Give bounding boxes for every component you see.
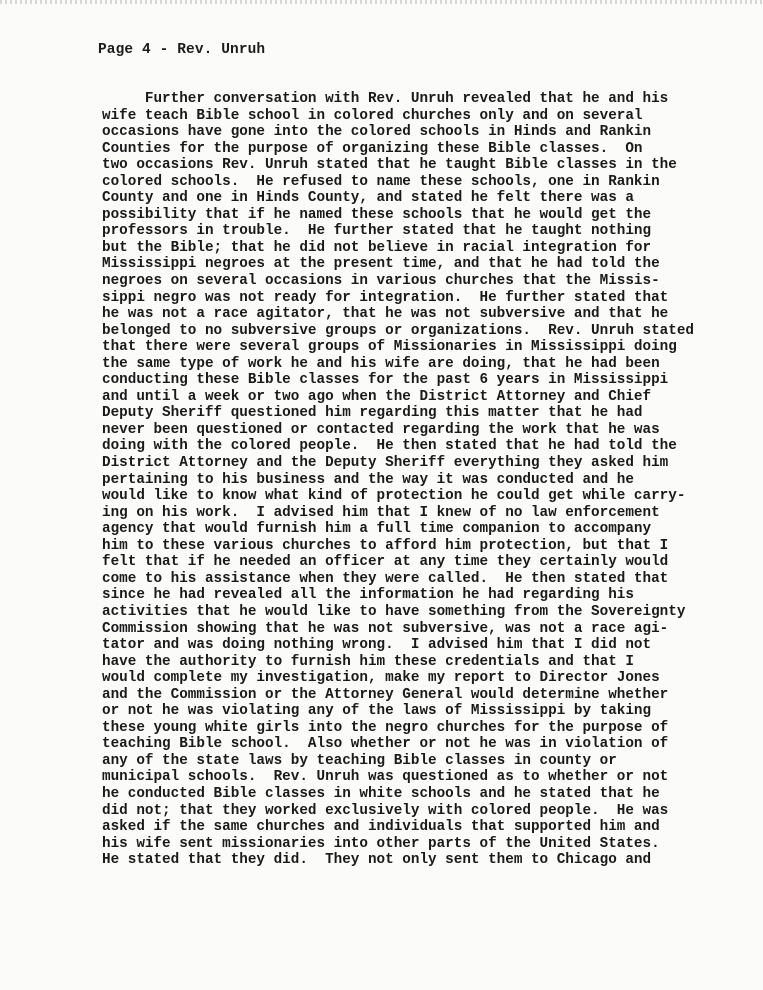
body-line: Commission showing that he was not subversive, was not a race agi- [102, 620, 669, 637]
body-line: doing with the colored people. He then stated that he had told the [102, 438, 677, 455]
body-line: agency that would furnish him a full time companion to accompany [102, 521, 652, 538]
body-line: but the Bible; that he did not believe in racial integration for [102, 239, 652, 256]
body-line: have the authority to furnish him these credentials and that I [102, 653, 634, 670]
body-line: he conducted Bible classes in white schools and he stated that he [102, 785, 660, 802]
body-line: ing on his work. I advised him that I knew of no law enforcement [102, 504, 660, 521]
body-line: would complete my investigation, make my report to Director Jones [102, 670, 660, 687]
body-line: these young white girls into the negro churches for the purpose of [102, 719, 669, 736]
body-line: possibility that if he named these schools that he would get the [102, 206, 652, 223]
body-line: and the Commission or the Attorney General would determine whether [102, 686, 669, 703]
body-line: District Attorney and the Deputy Sheriff everything they asked him [102, 455, 669, 472]
body-line: he was not a race agitator, that he was not subversive and that he [102, 306, 669, 323]
page-top-edge [0, 0, 763, 4]
body-line: negroes on several occasions in various churches that the Missis- [102, 273, 660, 290]
body-line: did not; that they worked exclusively with colored people. He was [102, 802, 669, 819]
body-line: come to his assistance when they were called. He then stated that [102, 570, 669, 587]
body-line: professors in trouble. He further stated that he taught nothing [102, 223, 652, 240]
page-header: Page 4 - Rev. Unruh [98, 42, 266, 58]
body-line: tator and was doing nothing wrong. I advised him that I did not [102, 637, 652, 654]
body-line: or not he was violating any of the laws of Mississippi by taking [102, 703, 652, 720]
body-line: Mississippi negroes at the present time, and that he had told the [102, 256, 660, 273]
body-line: Further conversation with Rev. Unruh revealed that he and his [102, 91, 669, 107]
body-line: any of the state laws by teaching Bible classes in county or [102, 752, 617, 769]
body-line: him to these various churches to afford him protection, but that I [102, 537, 669, 554]
body-line: belonged to no subversive groups or organizations. Rev. Unruh stated [102, 322, 694, 339]
body-line: colored schools. He refused to name these schools, one in Rankin [102, 173, 660, 190]
body-line: since he had revealed all the information he had regarding his [102, 587, 634, 604]
body-line: sippi negro was not ready for integration. He further stated that [102, 289, 669, 306]
body-line: and until a week or two ago when the District Attorney and Chief [102, 388, 652, 405]
margin-marks [738, 360, 760, 590]
body-line: He stated that they did. They not only sent them to Chicago and [102, 852, 652, 869]
body-line: felt that if he needed an officer at any time they certainly would [102, 554, 669, 571]
body-line: would like to know what kind of protection he could get while carry- [102, 488, 686, 505]
body-text [102, 91, 742, 869]
body-line: Deputy Sheriff questioned him regarding this matter that he had [102, 405, 643, 422]
body-line: the same type of work he and his wife are doing, that he had been [102, 355, 660, 372]
body-line: his wife sent missionaries into other parts of the United States. [102, 835, 660, 852]
body-line: occasions have gone into the colored schools in Hinds and Rankin [102, 124, 652, 141]
body-line: asked if the same churches and individuals that supported him and [102, 819, 660, 836]
body-line: municipal schools. Rev. Unruh was questioned as to whether or not [102, 769, 669, 786]
body-line: never been questioned or contacted regarding the work that he was [102, 421, 660, 438]
body-line: wife teach Bible school in colored churches only and on several [102, 107, 643, 124]
body-line: County and one in Hinds County, and stated he felt there was a [102, 190, 634, 207]
body-line: conducting these Bible classes for the past 6 years in Mississippi [102, 372, 669, 389]
body-line: two occasions Rev. Unruh stated that he taught Bible classes in the [102, 157, 677, 174]
body-line: pertaining to his business and the way it was conducted and he [102, 471, 634, 488]
body-line: activities that he would like to have something from the Sovereignty [102, 603, 686, 620]
body-line: Counties for the purpose of organizing these Bible classes. On [102, 140, 643, 157]
body-line: teaching Bible school. Also whether or not he was in violation of [102, 736, 669, 753]
body-line: that there were several groups of Missionaries in Mississippi doing [102, 339, 677, 356]
